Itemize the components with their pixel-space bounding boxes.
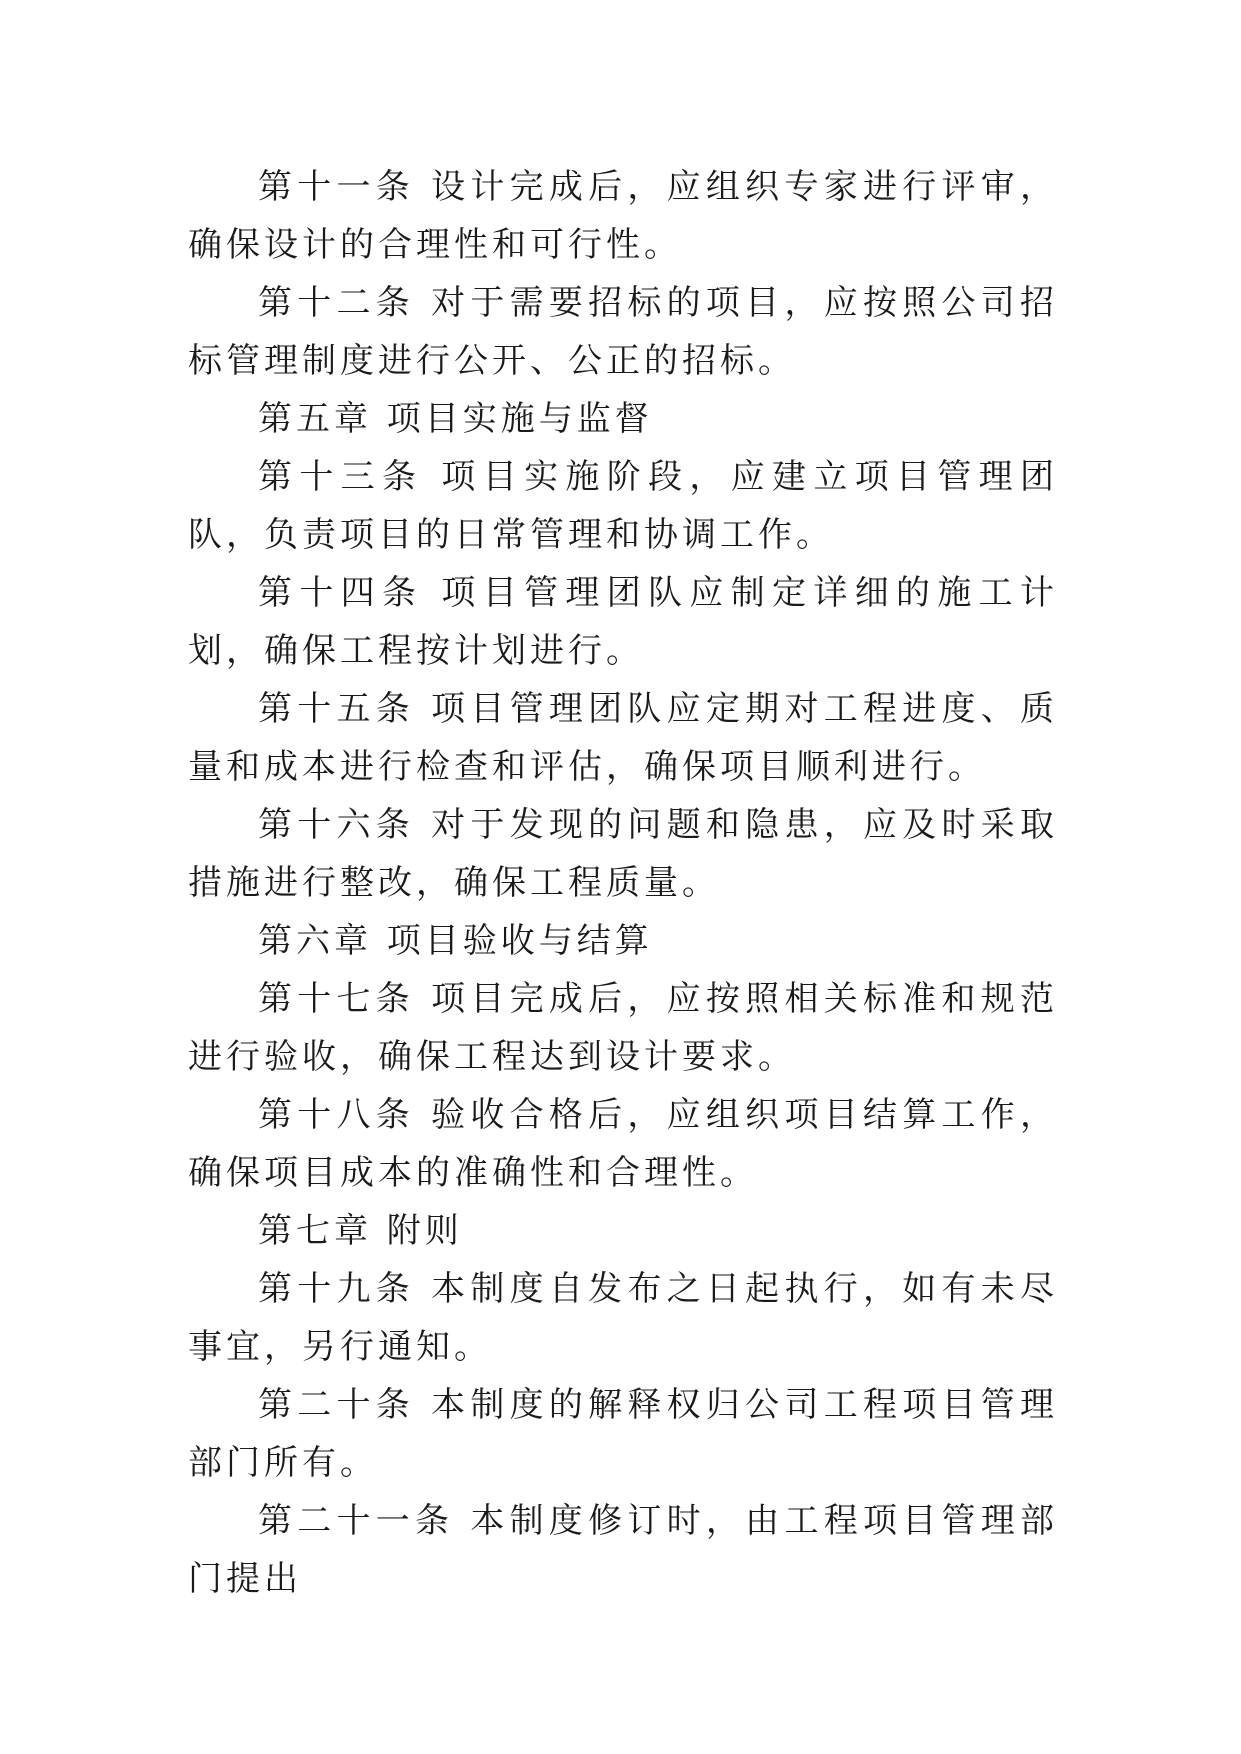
chapter-5-heading: 第五章 项目实施与监督 — [258, 399, 653, 439]
article-11: 第十一条 设计完成后，应组织专家进行评审，确保设计的合理性和可行性。 — [188, 167, 1058, 265]
article-21: 第二十一条 本制度修订时，由工程项目管理部门提出 — [188, 1501, 1058, 1599]
article-19: 第十九条 本制度自发布之日起执行，如有未尽事宜，另行通知。 — [188, 1269, 1058, 1367]
article-17: 第十七条 项目完成后，应按照相关标准和规范进行验收，确保工程达到设计要求。 — [188, 979, 1058, 1077]
article-15: 第十五条 项目管理团队应定期对工程进度、质量和成本进行检查和评估，确保项目顺利进行。 — [188, 689, 1058, 787]
article-20: 第二十条 本制度的解释权归公司工程项目管理部门所有。 — [188, 1385, 1058, 1483]
article-13: 第十三条 项目实施阶段，应建立项目管理团队，负责项目的日常管理和协调工作。 — [188, 457, 1058, 555]
document-body — [188, 158, 1058, 1608]
article-16: 第十六条 对于发现的问题和隐患，应及时采取措施进行整改，确保工程质量。 — [188, 805, 1058, 903]
chapter-7-heading: 第七章 附则 — [258, 1211, 463, 1251]
chapter-6-heading: 第六章 项目验收与结算 — [258, 921, 653, 961]
article-12: 第十二条 对于需要招标的项目，应按照公司招标管理制度进行公开、公正的招标。 — [188, 283, 1058, 381]
article-14: 第十四条 项目管理团队应制定详细的施工计划，确保工程按计划进行。 — [188, 573, 1058, 671]
article-18: 第十八条 验收合格后，应组织项目结算工作，确保项目成本的准确性和合理性。 — [188, 1095, 1058, 1193]
